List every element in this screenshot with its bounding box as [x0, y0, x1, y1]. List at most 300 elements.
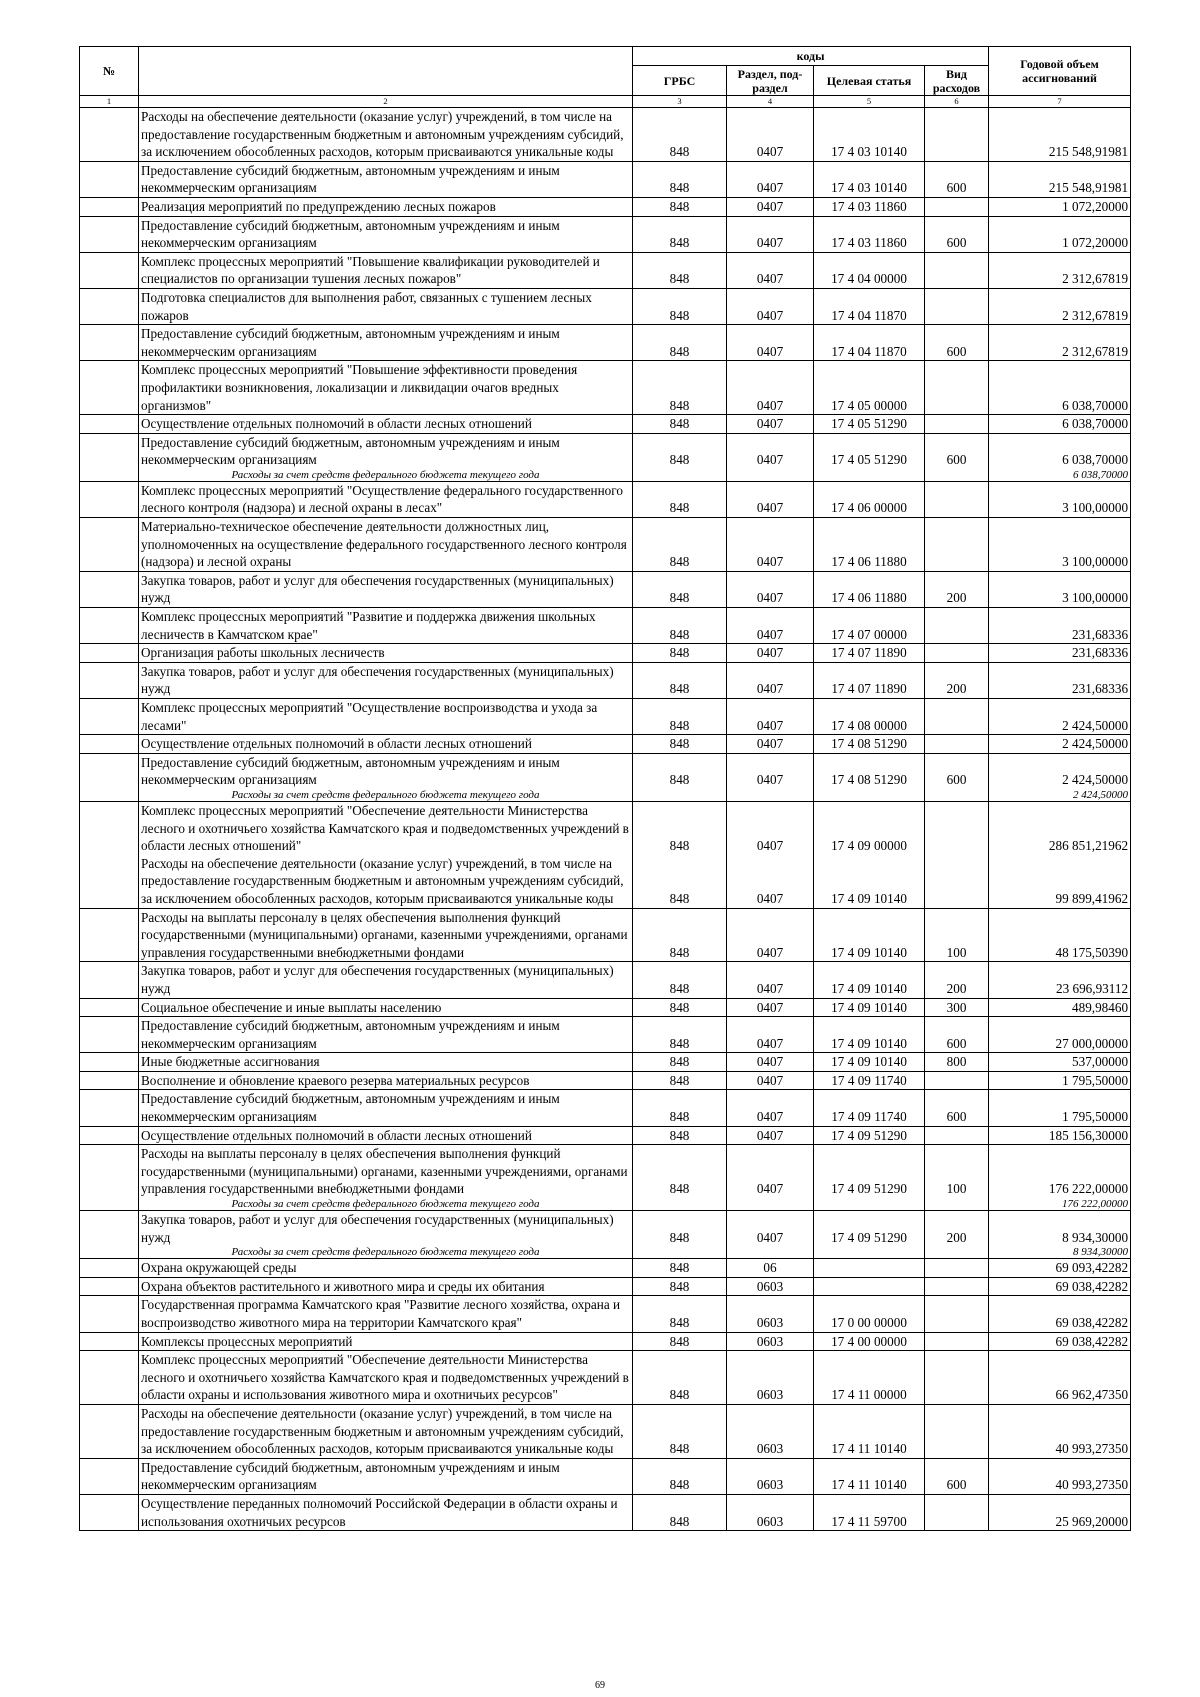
table-row [80, 1090, 1131, 1126]
section-code: 0603 [727, 1277, 814, 1296]
expense-kind-code: 600 [925, 325, 989, 361]
grbs-code [633, 469, 727, 482]
item-name: Расходы на обеспечение деятельности (оказание услуг) учреждений, в том числе на предоставление государственным бюджетным и автономным учреждениям субсидий, за исключением обособленных расходов, которым присваиваются уникальные коды [139, 108, 633, 162]
table-row [80, 216, 1131, 252]
table-row [80, 1211, 1131, 1247]
target-item-code: 17 4 11 10140 [814, 1404, 925, 1458]
table-row [80, 699, 1131, 735]
row-index-cell [80, 1126, 139, 1145]
table-row [80, 801, 1131, 854]
target-item-code: 17 4 06 11880 [814, 571, 925, 607]
row-index-cell [80, 644, 139, 663]
table-row [80, 662, 1131, 698]
table-row [80, 644, 1131, 663]
section-code: 0407 [727, 252, 814, 288]
row-index-cell [80, 361, 139, 415]
grbs-code: 848 [633, 1071, 727, 1090]
grbs-code: 848 [633, 481, 727, 517]
target-item-code: 17 4 09 11740 [814, 1071, 925, 1090]
item-name: Расходы за счет средств федерального бюджета текущего года [139, 1198, 633, 1211]
expense-kind-code [925, 518, 989, 572]
table-row [80, 1126, 1131, 1145]
grbs-code: 848 [633, 415, 727, 434]
item-name: Комплекс процессных мероприятий "Обеспечение деятельности Министерства лесного и охотничьего хозяйства Камчатского края и подведомственных учреждений в области лесных отношений" [139, 801, 633, 854]
target-item-code: 17 4 09 51290 [814, 1211, 925, 1247]
expense-kind-code: 800 [925, 1053, 989, 1072]
allocation-amount: 6 038,70000 [989, 361, 1131, 415]
item-name: Комплексы процессных мероприятий [139, 1332, 633, 1351]
table-row [80, 1296, 1131, 1332]
table-row [80, 998, 1131, 1017]
section-code: 0407 [727, 801, 814, 854]
expense-kind-code: 200 [925, 662, 989, 698]
row-index-cell [80, 433, 139, 469]
table-row [80, 1053, 1131, 1072]
allocation-amount: 1 072,20000 [989, 197, 1131, 216]
grbs-code: 848 [633, 1332, 727, 1351]
grbs-code: 848 [633, 1458, 727, 1494]
allocation-amount: 489,98460 [989, 998, 1131, 1017]
grbs-code: 848 [633, 325, 727, 361]
table-row [80, 1494, 1131, 1530]
row-index-cell [80, 481, 139, 517]
allocation-amount: 66 962,47350 [989, 1351, 1131, 1405]
table-row [80, 161, 1131, 197]
expense-kind-code: 600 [925, 1017, 989, 1053]
table-row [80, 288, 1131, 324]
row-index-cell [80, 1404, 139, 1458]
item-name: Расходы на выплаты персоналу в целях обеспечения выполнения функций государственными (муниципальными) органами, казенными учреждениями, органами управления государственными внебюджетными фондами [139, 908, 633, 962]
row-index-cell [80, 1246, 139, 1259]
row-index-cell [80, 571, 139, 607]
grbs-code: 848 [633, 753, 727, 789]
allocation-amount: 8 934,30000 [989, 1211, 1131, 1247]
section-code: 0407 [727, 962, 814, 998]
section-code [727, 789, 814, 802]
row-index-cell [80, 1090, 139, 1126]
section-code: 0407 [727, 197, 814, 216]
federal-budget-subrow [80, 469, 1131, 482]
section-code: 0407 [727, 481, 814, 517]
budget-allocations-table [79, 46, 1131, 1531]
item-name: Расходы на обеспечение деятельности (оказание услуг) учреждений, в том числе на предоставление государственным бюджетным и автономным учреждениям субсидий, за исключением обособленных расходов, которым присваиваются уникальные коды [139, 1404, 633, 1458]
expense-kind-code [925, 608, 989, 644]
table-row [80, 1351, 1131, 1405]
row-index-cell [80, 1458, 139, 1494]
section-code: 0603 [727, 1296, 814, 1332]
expense-kind-code: 200 [925, 571, 989, 607]
allocation-amount: 69 038,42282 [989, 1332, 1131, 1351]
section-code: 0407 [727, 998, 814, 1017]
grbs-code [633, 1246, 727, 1259]
header-target-item: Целевая статья [814, 66, 925, 96]
column-number: 3 [633, 96, 727, 108]
target-item-code: 17 4 00 00000 [814, 1332, 925, 1351]
row-index-cell [80, 469, 139, 482]
row-index-cell [80, 753, 139, 789]
table-row [80, 361, 1131, 415]
table-row [80, 735, 1131, 754]
row-index-cell [80, 108, 139, 162]
expense-kind-code [925, 481, 989, 517]
section-code: 0407 [727, 908, 814, 962]
expense-kind-code [925, 415, 989, 434]
expense-kind-code: 600 [925, 753, 989, 789]
table-row [80, 1458, 1131, 1494]
allocation-amount: 2 312,67819 [989, 325, 1131, 361]
target-item-code: 17 4 07 11890 [814, 662, 925, 698]
expense-kind-code [925, 801, 989, 854]
target-item-code: 17 4 03 10140 [814, 108, 925, 162]
allocation-amount: 176 222,00000 [989, 1198, 1131, 1211]
allocation-amount: 99 899,41962 [989, 855, 1131, 908]
target-item-code: 17 4 11 59700 [814, 1494, 925, 1530]
row-index-cell [80, 1332, 139, 1351]
item-name: Расходы на выплаты персоналу в целях обеспечения выполнения функций государственными (муниципальными) органами, казенными учреждениями, органами управления государственными внебюджетными фондами [139, 1145, 633, 1198]
target-item-code: 17 4 09 10140 [814, 1017, 925, 1053]
grbs-code: 848 [633, 608, 727, 644]
expense-kind-code: 600 [925, 1090, 989, 1126]
item-name: Предоставление субсидий бюджетным, автономным учреждениям и иным некоммерческим организациям [139, 753, 633, 789]
grbs-code: 848 [633, 1351, 727, 1405]
header-annual-amount: Годовой объем ассигнований [989, 47, 1131, 96]
section-code [727, 1246, 814, 1259]
expense-kind-code [925, 252, 989, 288]
expense-kind-code: 300 [925, 998, 989, 1017]
section-code: 0603 [727, 1351, 814, 1405]
target-item-code: 17 4 05 00000 [814, 361, 925, 415]
expense-kind-code [925, 1198, 989, 1211]
item-name: Предоставление субсидий бюджетным, автономным учреждениям и иным некоммерческим организациям [139, 433, 633, 469]
allocation-amount: 185 156,30000 [989, 1126, 1131, 1145]
row-index-cell [80, 608, 139, 644]
item-name: Охрана окружающей среды [139, 1259, 633, 1278]
allocation-amount: 48 175,50390 [989, 908, 1131, 962]
expense-kind-code [925, 361, 989, 415]
allocation-amount: 1 072,20000 [989, 216, 1131, 252]
grbs-code: 848 [633, 855, 727, 908]
allocation-amount: 231,68336 [989, 644, 1131, 663]
section-code: 0407 [727, 1053, 814, 1072]
table-row [80, 197, 1131, 216]
grbs-code: 848 [633, 1211, 727, 1247]
row-index-cell [80, 197, 139, 216]
target-item-code [814, 469, 925, 482]
grbs-code: 848 [633, 1090, 727, 1126]
item-name: Расходы за счет средств федерального бюджета текущего года [139, 469, 633, 482]
target-item-code: 17 4 04 00000 [814, 252, 925, 288]
allocation-amount: 69 093,42282 [989, 1259, 1131, 1278]
grbs-code: 848 [633, 1277, 727, 1296]
expense-kind-code [925, 1351, 989, 1405]
expense-kind-code [925, 1277, 989, 1296]
target-item-code: 17 4 08 51290 [814, 735, 925, 754]
allocation-amount: 6 038,70000 [989, 415, 1131, 434]
expense-kind-code [925, 789, 989, 802]
item-name: Осуществление переданных полномочий Российской Федерации в области охраны и использования охотничьих ресурсов [139, 1494, 633, 1530]
table-body [80, 108, 1131, 1531]
federal-budget-subrow [80, 1246, 1131, 1259]
target-item-code: 17 4 09 51290 [814, 1126, 925, 1145]
section-code: 0407 [727, 608, 814, 644]
column-number: 5 [814, 96, 925, 108]
item-name: Организация работы школьных лесничеств [139, 644, 633, 663]
target-item-code: 17 4 09 51290 [814, 1145, 925, 1198]
expense-kind-code: 600 [925, 433, 989, 469]
allocation-amount: 286 851,21962 [989, 801, 1131, 854]
expense-kind-code [925, 855, 989, 908]
grbs-code: 848 [633, 288, 727, 324]
allocation-amount: 2 424,50000 [989, 735, 1131, 754]
target-item-code: 17 4 04 11870 [814, 325, 925, 361]
table-row [80, 908, 1131, 962]
expense-kind-code [925, 1404, 989, 1458]
table-row [80, 571, 1131, 607]
row-index-cell [80, 518, 139, 572]
header-name-empty [139, 47, 633, 96]
target-item-code: 17 4 08 51290 [814, 753, 925, 789]
item-name: Расходы за счет средств федерального бюджета текущего года [139, 1246, 633, 1259]
allocation-amount: 69 038,42282 [989, 1277, 1131, 1296]
expense-kind-code [925, 1126, 989, 1145]
table-row [80, 1071, 1131, 1090]
allocation-amount: 40 993,27350 [989, 1404, 1131, 1458]
section-code: 0407 [727, 288, 814, 324]
section-code: 06 [727, 1259, 814, 1278]
target-item-code: 17 4 11 10140 [814, 1458, 925, 1494]
table-row [80, 1259, 1131, 1278]
column-number: 2 [139, 96, 633, 108]
target-item-code: 17 0 00 00000 [814, 1296, 925, 1332]
section-code: 0407 [727, 161, 814, 197]
row-index-cell [80, 1211, 139, 1247]
section-code: 0407 [727, 518, 814, 572]
target-item-code: 17 4 09 00000 [814, 801, 925, 854]
grbs-code: 848 [633, 1017, 727, 1053]
row-index-cell [80, 1494, 139, 1530]
section-code: 0407 [727, 855, 814, 908]
row-index-cell [80, 1145, 139, 1198]
allocation-amount: 176 222,00000 [989, 1145, 1131, 1198]
expense-kind-code [925, 469, 989, 482]
item-name: Осуществление отдельных полномочий в области лесных отношений [139, 1126, 633, 1145]
row-index-cell [80, 735, 139, 754]
grbs-code: 848 [633, 962, 727, 998]
grbs-code: 848 [633, 1494, 727, 1530]
target-item-code: 17 4 09 10140 [814, 855, 925, 908]
expense-kind-code [925, 1259, 989, 1278]
allocation-amount: 1 795,50000 [989, 1071, 1131, 1090]
column-number: 4 [727, 96, 814, 108]
allocation-amount: 231,68336 [989, 662, 1131, 698]
row-index-cell [80, 1296, 139, 1332]
table-row [80, 481, 1131, 517]
allocation-amount: 3 100,00000 [989, 481, 1131, 517]
section-code: 0603 [727, 1494, 814, 1530]
allocation-amount: 8 934,30000 [989, 1246, 1131, 1259]
table-row [80, 518, 1131, 572]
target-item-code [814, 1277, 925, 1296]
item-name: Комплекс процессных мероприятий "Обеспечение деятельности Министерства лесного и охотничьего хозяйства Камчатского края и подведомственных учреждений в области охраны и использования животного мира и охотничьих ресурсов" [139, 1351, 633, 1405]
target-item-code: 17 4 09 10140 [814, 1053, 925, 1072]
section-code: 0603 [727, 1404, 814, 1458]
header-grbs: ГРБС [633, 66, 727, 96]
table-row [80, 252, 1131, 288]
row-index-cell [80, 252, 139, 288]
section-code: 0407 [727, 325, 814, 361]
target-item-code: 17 4 03 11860 [814, 216, 925, 252]
row-index-cell [80, 1017, 139, 1053]
table-row [80, 1017, 1131, 1053]
section-code: 0407 [727, 108, 814, 162]
item-name: Комплекс процессных мероприятий "Осуществление федерального государственного лесного контроля (надзора) и лесной охраны в лесах" [139, 481, 633, 517]
grbs-code: 848 [633, 644, 727, 663]
item-name: Подготовка специалистов для выполнения работ, связанных с тушением лесных пожаров [139, 288, 633, 324]
expense-kind-code [925, 644, 989, 663]
section-code: 0407 [727, 1017, 814, 1053]
target-item-code: 17 4 07 00000 [814, 608, 925, 644]
grbs-code: 848 [633, 998, 727, 1017]
row-index-cell [80, 998, 139, 1017]
allocation-amount: 27 000,00000 [989, 1017, 1131, 1053]
grbs-code: 848 [633, 1296, 727, 1332]
row-index-cell [80, 1071, 139, 1090]
header-codes: коды [633, 47, 989, 66]
section-code: 0407 [727, 1090, 814, 1126]
item-name: Расходы на обеспечение деятельности (оказание услуг) учреждений, в том числе на предоставление государственным бюджетным и автономным учреждениям субсидий, за исключением обособленных расходов, которым присваиваются уникальные коды [139, 855, 633, 908]
grbs-code: 848 [633, 161, 727, 197]
grbs-code: 848 [633, 518, 727, 572]
expense-kind-code: 200 [925, 962, 989, 998]
target-item-code: 17 4 09 11740 [814, 1090, 925, 1126]
row-index-cell [80, 908, 139, 962]
section-code: 0407 [727, 216, 814, 252]
grbs-code: 848 [633, 1404, 727, 1458]
target-item-code: 17 4 09 10140 [814, 962, 925, 998]
header-expense-kind: Вид расходов [925, 66, 989, 96]
row-index-cell [80, 801, 139, 854]
allocation-amount: 69 038,42282 [989, 1296, 1131, 1332]
item-name: Материально-техническое обеспечение деятельности должностных лиц, уполномоченных на осуществление федерального государственного лесного контроля (надзора) и лесной охраны [139, 518, 633, 572]
expense-kind-code [925, 197, 989, 216]
grbs-code: 848 [633, 801, 727, 854]
federal-budget-subrow [80, 1198, 1131, 1211]
section-code: 0407 [727, 1211, 814, 1247]
column-number: 7 [989, 96, 1131, 108]
table-row [80, 962, 1131, 998]
grbs-code: 848 [633, 1145, 727, 1198]
page-number: 69 [595, 1680, 605, 1691]
target-item-code [814, 1259, 925, 1278]
target-item-code: 17 4 06 00000 [814, 481, 925, 517]
row-index-cell [80, 216, 139, 252]
federal-budget-subrow [80, 789, 1131, 802]
allocation-amount: 231,68336 [989, 608, 1131, 644]
target-item-code [814, 1246, 925, 1259]
expense-kind-code [925, 1246, 989, 1259]
target-item-code [814, 789, 925, 802]
target-item-code: 17 4 05 51290 [814, 415, 925, 434]
grbs-code: 848 [633, 1126, 727, 1145]
section-code: 0407 [727, 662, 814, 698]
table-row [80, 325, 1131, 361]
table-row [80, 433, 1131, 469]
item-name: Предоставление субсидий бюджетным, автономным учреждениям и иным некоммерческим организациям [139, 161, 633, 197]
allocation-amount: 3 100,00000 [989, 571, 1131, 607]
row-index-cell [80, 1351, 139, 1405]
item-name: Предоставление субсидий бюджетным, автономным учреждениям и иным некоммерческим организациям [139, 1090, 633, 1126]
allocation-amount: 6 038,70000 [989, 469, 1131, 482]
expense-kind-code: 200 [925, 1211, 989, 1247]
grbs-code: 848 [633, 699, 727, 735]
grbs-code: 848 [633, 216, 727, 252]
allocation-amount: 1 795,50000 [989, 1090, 1131, 1126]
expense-kind-code: 100 [925, 908, 989, 962]
row-index-cell [80, 1259, 139, 1278]
table-row [80, 855, 1131, 908]
grbs-code: 848 [633, 908, 727, 962]
expense-kind-code: 100 [925, 1145, 989, 1198]
allocation-amount: 40 993,27350 [989, 1458, 1131, 1494]
target-item-code: 17 4 08 00000 [814, 699, 925, 735]
table-row [80, 1404, 1131, 1458]
expense-kind-code [925, 1071, 989, 1090]
allocation-amount: 537,00000 [989, 1053, 1131, 1072]
item-name: Осуществление отдельных полномочий в области лесных отношений [139, 415, 633, 434]
column-number: 6 [925, 96, 989, 108]
section-code: 0407 [727, 699, 814, 735]
row-index-cell [80, 1053, 139, 1072]
section-code: 0407 [727, 571, 814, 607]
section-code: 0407 [727, 735, 814, 754]
row-index-cell [80, 855, 139, 908]
row-index-cell [80, 789, 139, 802]
grbs-code [633, 1198, 727, 1211]
table-row [80, 1277, 1131, 1296]
expense-kind-code: 600 [925, 161, 989, 197]
row-index-cell [80, 1277, 139, 1296]
allocation-amount: 2 312,67819 [989, 288, 1131, 324]
item-name: Комплекс процессных мероприятий "Осуществление воспроизводства и ухода за лесами" [139, 699, 633, 735]
section-code: 0407 [727, 1126, 814, 1145]
item-name: Иные бюджетные ассигнования [139, 1053, 633, 1072]
item-name: Комплекс процессных мероприятий "Повышение квалификации руководителей и специалистов по организации тушения лесных пожаров" [139, 252, 633, 288]
row-index-cell [80, 962, 139, 998]
item-name: Социальное обеспечение и иные выплаты населению [139, 998, 633, 1017]
target-item-code: 17 4 07 11890 [814, 644, 925, 663]
column-number: 1 [80, 96, 139, 108]
section-code: 0407 [727, 644, 814, 663]
item-name: Предоставление субсидий бюджетным, автономным учреждениям и иным некоммерческим организациям [139, 1458, 633, 1494]
expense-kind-code [925, 108, 989, 162]
target-item-code: 17 4 04 11870 [814, 288, 925, 324]
table-row [80, 415, 1131, 434]
section-code [727, 1198, 814, 1211]
row-index-cell [80, 325, 139, 361]
item-name: Реализация мероприятий по предупреждению лесных пожаров [139, 197, 633, 216]
expense-kind-code [925, 699, 989, 735]
allocation-amount: 2 312,67819 [989, 252, 1131, 288]
row-index-cell [80, 1198, 139, 1211]
section-code: 0407 [727, 1071, 814, 1090]
table-row [80, 608, 1131, 644]
grbs-code: 848 [633, 1053, 727, 1072]
grbs-code: 848 [633, 571, 727, 607]
expense-kind-code [925, 735, 989, 754]
allocation-amount: 6 038,70000 [989, 433, 1131, 469]
target-item-code: 17 4 11 00000 [814, 1351, 925, 1405]
table-row [80, 108, 1131, 162]
